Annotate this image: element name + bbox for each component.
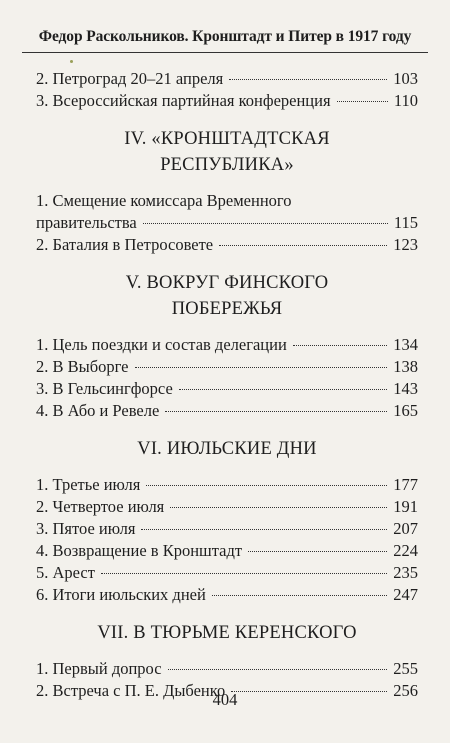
toc-entry-page: 191 <box>393 497 418 516</box>
toc-entry <box>36 90 418 112</box>
toc-entry-page: 138 <box>393 357 418 376</box>
toc-entry-page: 207 <box>393 519 418 538</box>
dot-leader <box>212 595 387 596</box>
toc-entry-page: 224 <box>393 541 418 560</box>
dot-leader <box>101 573 387 574</box>
chapter-heading-line: РЕСПУБЛИКА» <box>160 155 294 175</box>
ink-speck <box>70 60 73 63</box>
table-of-contents <box>36 68 418 702</box>
toc-entry <box>36 562 418 584</box>
dot-leader <box>219 245 387 246</box>
toc-entry-title: 2. Петроград 20–21 апреля <box>36 69 224 88</box>
toc-entry-page: 247 <box>393 585 418 604</box>
toc-entry <box>36 496 418 518</box>
dot-leader <box>337 101 388 102</box>
toc-entry-page: 110 <box>393 91 418 110</box>
toc-entry-title-continued: правительства <box>36 213 137 232</box>
toc-entry-title: 2. Четвертое июля <box>36 497 165 516</box>
chapter-heading-line: V. ВОКРУГ ФИНСКОГО <box>125 273 329 293</box>
toc-entry-page: 123 <box>393 235 418 254</box>
toc-entry-title: 5. Арест <box>36 563 95 582</box>
toc-entry-title: 4. Возвращение в Кронштадт <box>36 541 243 560</box>
toc-entry-title: 3. В Гельсингфорсе <box>36 379 173 398</box>
dot-leader <box>168 669 388 670</box>
toc-entry <box>36 68 418 90</box>
chapter-heading <box>36 270 418 322</box>
toc-entry-page: 165 <box>393 401 418 420</box>
page-number: 404 <box>212 690 238 709</box>
dot-leader <box>165 411 387 412</box>
dot-leader <box>135 367 388 368</box>
toc-entry-title: 2. В Выборге <box>36 357 129 376</box>
toc-entry-page: 134 <box>393 335 418 354</box>
chapter-heading <box>36 436 418 462</box>
toc-entry-title: 1. Первый допрос <box>36 659 162 678</box>
toc-entry-page: 255 <box>393 659 418 678</box>
toc-entry-page: 235 <box>393 563 418 582</box>
toc-entry <box>36 658 418 680</box>
toc-entry-title: 4. В Або и Ревеле <box>36 401 160 420</box>
header-rule <box>22 52 428 53</box>
running-header: Федор Раскольников. Кронштадт и Питер в 1917 году <box>38 28 412 45</box>
toc-entry-title: 1. Цель поездки и состав делегации <box>36 335 287 354</box>
toc-entry-title: 2. Баталия в Петросовете <box>36 235 214 254</box>
toc-entry-title: 2. Встреча с П. Е. Дыбенко <box>36 681 226 700</box>
toc-entry <box>36 378 418 400</box>
toc-entry-title: 1. Третье июля <box>36 475 141 494</box>
toc-entry-title: 3. Всероссийская партийная конференция <box>36 91 331 110</box>
chapter-heading-line: VII. В ТЮРЬМЕ КЕРЕНСКОГО <box>97 623 357 643</box>
toc-entry-title: 3. Пятое июля <box>36 519 136 538</box>
toc-entry <box>36 540 418 562</box>
toc-entry <box>36 400 418 422</box>
toc-entry-title: 1. Смещение комиссара Временного <box>36 191 292 210</box>
toc-entry-page: 115 <box>393 213 418 232</box>
chapter-heading-line: VI. ИЮЛЬСКИЕ ДНИ <box>137 439 317 459</box>
dot-leader <box>293 345 387 346</box>
toc-entry <box>36 234 418 256</box>
toc-entry-page: 256 <box>393 681 418 700</box>
toc-entry-title: 6. Итоги июльских дней <box>36 585 206 604</box>
dot-leader <box>229 79 387 80</box>
chapter-heading-line: IV. «КРОНШТАДТСКАЯ <box>124 129 330 149</box>
chapter-heading-line: ПОБЕРЕЖЬЯ <box>171 299 283 319</box>
dot-leader <box>179 389 387 390</box>
toc-entry-page: 143 <box>393 379 418 398</box>
dot-leader <box>170 507 387 508</box>
chapter-heading <box>36 126 418 178</box>
dot-leader <box>248 551 387 552</box>
toc-entry <box>36 356 418 378</box>
toc-entry-page: 103 <box>393 69 418 88</box>
dot-leader <box>143 223 388 224</box>
toc-entry <box>36 518 418 540</box>
toc-entry <box>36 474 418 496</box>
chapter-heading <box>36 620 418 646</box>
toc-entry <box>36 584 418 606</box>
dot-leader <box>146 485 387 486</box>
toc-entry <box>36 334 418 356</box>
toc-entry-page: 177 <box>393 475 418 494</box>
toc-entry <box>36 190 418 234</box>
dot-leader <box>141 529 387 530</box>
